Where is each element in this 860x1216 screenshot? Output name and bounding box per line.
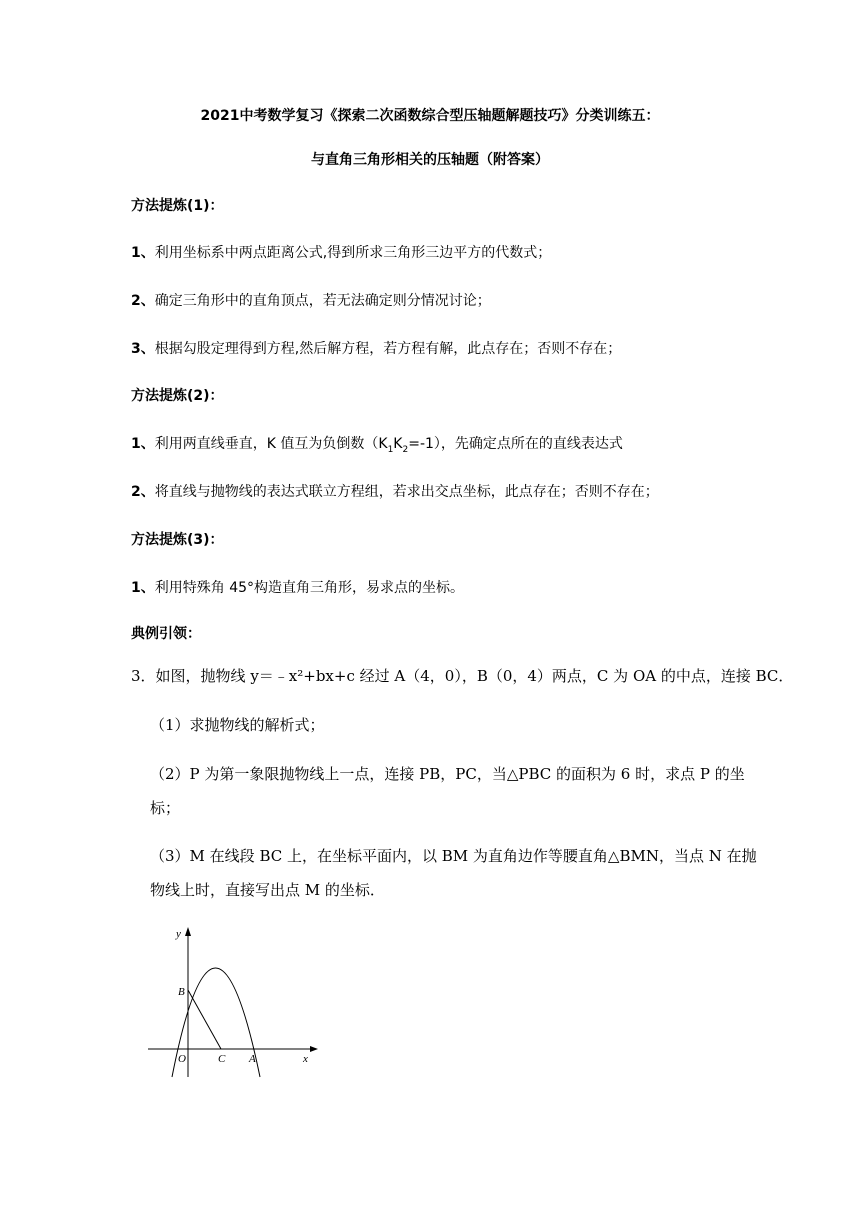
- item-text: 利用坐标系中两点距离公式,得到所求三角形三边平方的代数式；: [154, 245, 552, 261]
- y-axis-label: y: [176, 928, 181, 940]
- method1-item-2: [131, 291, 491, 311]
- title-line-1: 2021中考数学复习《探索二次函数综合型压轴题解题技巧》分类训练五：: [200, 108, 660, 124]
- item-number: 3、: [131, 341, 155, 357]
- question-3-line-1: （3）M 在线段 BC 上，在坐标平面内，以 BM 为直角边作等腰直角△BMN，当点 N 在抛: [150, 847, 757, 865]
- subscript-1: 1: [387, 444, 394, 455]
- item-text-post: =-1），先确定点所在的直线表达式: [408, 436, 623, 452]
- method1-item-3: [131, 339, 621, 359]
- parabola-figure: [140, 922, 330, 1082]
- problem-number: 3．: [131, 667, 156, 685]
- item-text-mid: K: [393, 436, 403, 452]
- example-heading: 典例引领：: [131, 626, 201, 642]
- item-text: 根据勾股定理得到方程,然后解方程，若方程有解，此点存在；否则不存在；: [154, 341, 622, 357]
- y-axis-arrow: [185, 927, 191, 936]
- method3-heading: 方法提炼(3)：: [131, 532, 224, 548]
- method1-heading: 方法提炼(1)：: [131, 198, 224, 214]
- method2-heading: 方法提炼(2)：: [131, 388, 224, 404]
- method3-item-1: [131, 578, 464, 598]
- x-axis-arrow: [310, 1046, 318, 1052]
- title-line-2: 与直角三角形相关的压轴题（附答案）: [311, 152, 549, 168]
- origin-label: O: [178, 1053, 186, 1065]
- item-number: 1、: [131, 580, 155, 596]
- point-b-label: B: [178, 986, 185, 998]
- item-number: 1、: [131, 436, 155, 452]
- question-1: （1）求抛物线的解析式；: [150, 716, 325, 734]
- item-text: 将直线与抛物线的表达式联立方程组，若求出交点坐标，此点存在；否则不存在；: [154, 484, 659, 500]
- item-text: 确定三角形中的直角顶点，若无法确定则分情况讨论；: [154, 293, 491, 309]
- method1-item-1: [131, 243, 551, 263]
- item-text-pre: 利用两直线垂直，K 值互为负倒数（K: [154, 436, 388, 452]
- item-text: 利用特殊角 45°构造直角三角形，易求点的坐标。: [154, 580, 465, 596]
- subscript-2: 2: [402, 444, 409, 455]
- x-axis-label: x: [303, 1053, 308, 1065]
- question-3-line-2: 物线上时，直接写出点 M 的坐标．: [150, 881, 385, 899]
- method2-item-2: [131, 482, 659, 502]
- problem-stem-text: 如图，抛物线 y＝﹣x²+bx+c 经过 A（4，0），B（0，4）两点，C 为 OA 的中点，连接 BC．: [155, 667, 794, 685]
- point-c-label: C: [218, 1053, 226, 1065]
- item-number: 2、: [131, 293, 155, 309]
- problem-stem: [131, 666, 793, 686]
- segment-bc: [188, 990, 221, 1049]
- item-number: 2、: [131, 484, 155, 500]
- item-number: 1、: [131, 245, 155, 261]
- point-a-label: A: [249, 1053, 256, 1065]
- question-2-line-2: 标；: [150, 799, 181, 817]
- question-2-line-1: （2）P 为第一象限抛物线上一点，连接 PB，PC，当△PBC 的面积为 6 时，求点 P 的坐: [150, 765, 745, 783]
- method2-item-1: [131, 434, 623, 460]
